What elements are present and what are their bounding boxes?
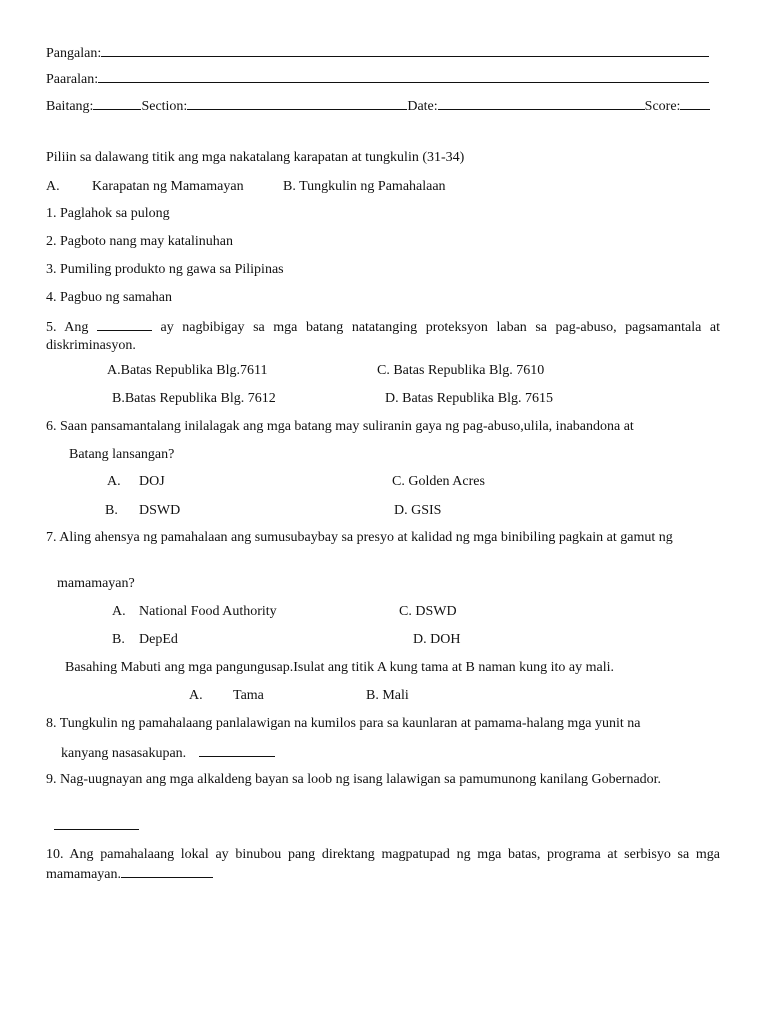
question-7-line1: 7. Aling ahensya ng pamahalaan ang sumusubaybay sa presyo at kalidad ng mga binibiling pagkain at gamut ng bbox=[46, 530, 673, 545]
score-blank[interactable] bbox=[680, 96, 710, 110]
q7-choice-a[interactable]: National Food Authority bbox=[139, 604, 277, 619]
q5-prefix: 5. Ang bbox=[46, 320, 89, 335]
question-9: 9. Nag-uugnayan ang mga alkaldeng bayan sa loob ng isang lalawigan sa pamumunong kanilang Gobernador. bbox=[46, 772, 662, 787]
part2-choice-b: B. Mali bbox=[366, 688, 409, 703]
question-8-line1: 8. Tungkulin ng pamahalaang panlalawigan na kumilos para sa kaunlaran at pamama-halang mga yunit na bbox=[46, 716, 641, 731]
q5-choice-d[interactable]: D. Batas Republika Blg. 7615 bbox=[385, 391, 553, 406]
q6-choice-b[interactable]: DSWD bbox=[139, 503, 181, 518]
section-blank[interactable] bbox=[187, 96, 407, 110]
q10-text: 10. Ang pamahalaang lokal ay binubou pang direktang magpatupad ng mga batas, programa at serbisyo sa mga mamamayan. bbox=[46, 847, 720, 882]
q10-answer-blank[interactable] bbox=[121, 864, 213, 878]
option-a-letter: A. bbox=[46, 179, 60, 194]
q5-choice-b[interactable]: B.Batas Republika Blg. 7612 bbox=[112, 391, 276, 406]
date-blank[interactable] bbox=[438, 96, 645, 110]
name-field-row bbox=[46, 43, 709, 63]
q7-choice-c[interactable]: C. DSWD bbox=[399, 604, 457, 619]
grade-field-row bbox=[46, 96, 710, 116]
option-a-text: Karapatan ng Mamamayan bbox=[92, 179, 244, 194]
part1-instruction: Piliin sa dalawang titik ang mga nakatalang karapatan at tungkulin (31-34) bbox=[46, 150, 465, 165]
q8-answer-blank[interactable] bbox=[199, 743, 275, 757]
q9-answer-row bbox=[54, 816, 139, 836]
part2-instruction: Basahing Mabuti ang mga pangungusap.Isulat ang titik A kung tama at B naman kung ito ay mali. bbox=[65, 660, 615, 675]
grade-blank[interactable] bbox=[93, 96, 141, 110]
q6-choice-a[interactable]: DOJ bbox=[139, 474, 165, 489]
q7-choice-b-letter[interactable]: B. bbox=[112, 632, 125, 647]
list-item: 3. Pumiling produkto ng gawa sa Pilipinas bbox=[46, 262, 284, 277]
q5-choice-a[interactable]: A.Batas Republika Blg.7611 bbox=[107, 363, 268, 378]
section-label: Section: bbox=[141, 99, 188, 114]
q6-choice-a-letter[interactable]: A. bbox=[107, 474, 121, 489]
question-7-line2: mamamayan? bbox=[57, 576, 135, 591]
list-item: 1. Paglahok sa pulong bbox=[46, 206, 170, 221]
school-blank[interactable] bbox=[98, 69, 709, 83]
q9-answer-blank[interactable] bbox=[54, 816, 139, 830]
q8-line2-text: kanyang nasasakupan. bbox=[61, 746, 187, 761]
q5-suffix: ay nagbibigay sa mga batang natatanging proteksyon laban sa pag-abuso, pagsamantala at diskriminasyon. bbox=[46, 320, 721, 353]
date-label: Date: bbox=[407, 99, 438, 114]
option-b-text: B. Tungkulin ng Pamahalaan bbox=[283, 179, 446, 194]
question-8-line2 bbox=[61, 743, 275, 763]
q7-choice-b[interactable]: DepEd bbox=[139, 632, 178, 647]
q7-choice-a-letter[interactable]: A. bbox=[112, 604, 126, 619]
part2-choice-a-letter: A. bbox=[189, 688, 203, 703]
question-6-line1: 6. Saan pansamantalang inilalagak ang mga batang may suliranin gaya ng pag-abuso,ulila, inabandona at bbox=[46, 419, 634, 434]
question-5 bbox=[46, 317, 720, 355]
school-label: Paaralan: bbox=[46, 72, 99, 87]
name-blank[interactable] bbox=[101, 43, 709, 57]
q5-choice-c[interactable]: C. Batas Republika Blg. 7610 bbox=[377, 363, 545, 378]
part2-choice-a: Tama bbox=[233, 688, 264, 703]
q6-choice-c[interactable]: C. Golden Acres bbox=[392, 474, 485, 489]
list-item: 2. Pagboto nang may katalinuhan bbox=[46, 234, 234, 249]
question-10 bbox=[46, 846, 720, 884]
q6-choice-d[interactable]: D. GSIS bbox=[394, 503, 442, 518]
school-field-row bbox=[46, 69, 709, 89]
q6-choice-b-letter[interactable]: B. bbox=[105, 503, 118, 518]
name-label: Pangalan: bbox=[46, 46, 102, 61]
q5-blank[interactable] bbox=[97, 317, 152, 331]
q7-choice-d[interactable]: D. DOH bbox=[413, 632, 461, 647]
grade-label: Baitang: bbox=[46, 99, 94, 114]
list-item: 4. Pagbuo ng samahan bbox=[46, 290, 172, 305]
question-6-line2: Batang lansangan? bbox=[69, 447, 175, 462]
score-label: Score: bbox=[644, 99, 681, 114]
